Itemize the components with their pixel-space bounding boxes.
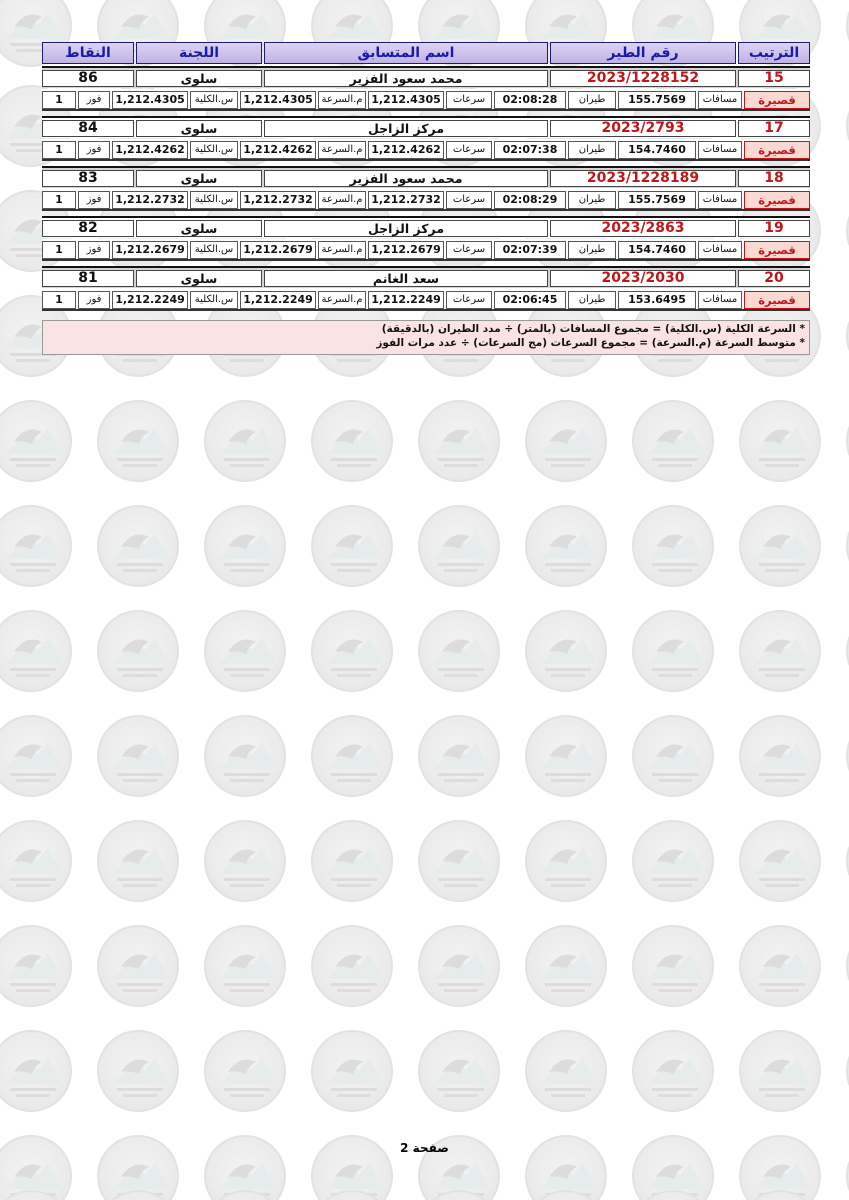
formula-notes xyxy=(42,320,810,355)
result-entry xyxy=(42,116,810,166)
watermark-logo xyxy=(97,925,179,1007)
wins-label: فوز xyxy=(78,141,110,159)
watermark-logo xyxy=(525,610,607,692)
watermark-logo xyxy=(204,1190,286,1200)
result-entry xyxy=(42,216,810,266)
total-speed-value: 1,212.2249 xyxy=(112,291,188,309)
speed-sum-value: 1,212.2679 xyxy=(240,241,316,259)
avg-speed-label: م.السرعة xyxy=(318,291,366,309)
watermark-logo xyxy=(632,1030,714,1112)
distance-value: 155.7569 xyxy=(618,191,696,209)
watermark-logo xyxy=(739,1030,821,1112)
watermark-logo xyxy=(632,715,714,797)
flight-time-value: 02:08:28 xyxy=(494,91,566,109)
category-badge: قصيرة xyxy=(744,241,810,259)
total-speed-label: س.الكلية xyxy=(190,241,238,259)
header-ring-number: رقم الطير xyxy=(550,42,736,64)
contestant-name-cell: سعد الغانم xyxy=(264,270,548,287)
total-speed-label: س.الكلية xyxy=(190,191,238,209)
speed-sum-value: 1,212.4305 xyxy=(240,91,316,109)
wins-label: فوز xyxy=(78,191,110,209)
watermark-logo xyxy=(97,715,179,797)
contestant-name-cell: مركز الزاجل xyxy=(264,120,548,137)
rank-cell: 20 xyxy=(738,270,810,287)
avg-speed-label: م.السرعة xyxy=(318,241,366,259)
watermark-logo xyxy=(632,505,714,587)
contestant-name-cell: محمد سعود الفزير xyxy=(264,170,548,187)
watermark-logo xyxy=(739,505,821,587)
watermark-logo xyxy=(311,610,393,692)
flight-time-value: 02:07:38 xyxy=(494,141,566,159)
header-points: النقاط xyxy=(42,42,134,64)
table-header xyxy=(42,42,810,66)
watermark-logo xyxy=(418,1190,500,1200)
committee-cell: سلوى xyxy=(136,70,262,87)
wins-value: 1 xyxy=(42,291,76,309)
flight-time-value: 02:08:29 xyxy=(494,191,566,209)
ring-number-cell: 2023/1228189 xyxy=(550,170,736,187)
points-cell: 84 xyxy=(42,120,134,137)
total-speed-value: 1,212.2679 xyxy=(112,241,188,259)
wins-label: فوز xyxy=(78,241,110,259)
watermark-logo xyxy=(525,400,607,482)
avg-speed-label: م.السرعة xyxy=(318,141,366,159)
points-cell: 81 xyxy=(42,270,134,287)
speed-sum-value: 1,212.2732 xyxy=(240,191,316,209)
watermark-logo xyxy=(97,1030,179,1112)
avg-speed-label: م.السرعة xyxy=(318,91,366,109)
note-total-speed: * السرعة الكلية (س.الكلية) = مجموع المسافات (بالمتر) ÷ مدد الطيران (بالدقيقة) xyxy=(381,323,805,335)
ring-number-cell: 2023/2863 xyxy=(550,220,736,237)
distance-value: 154.7460 xyxy=(618,141,696,159)
wins-value: 1 xyxy=(42,141,76,159)
header-committee: اللجنة xyxy=(136,42,262,64)
watermark-logo xyxy=(632,400,714,482)
watermark-logo xyxy=(204,400,286,482)
results-rows xyxy=(42,66,810,316)
note-average-speed: * متوسط السرعة (م.السرعة) = مجموع السرعات (مج السرعات) ÷ عدد مرات الفوز xyxy=(376,337,805,349)
committee-cell: سلوى xyxy=(136,170,262,187)
result-detail-row xyxy=(42,239,810,261)
watermark-logo xyxy=(632,820,714,902)
committee-cell: سلوى xyxy=(136,220,262,237)
watermark-logo xyxy=(525,715,607,797)
contestant-name-cell: مركز الزاجل xyxy=(264,220,548,237)
result-detail-row xyxy=(42,289,810,311)
ring-number-cell: 2023/2030 xyxy=(550,270,736,287)
results-table xyxy=(42,42,810,349)
watermark-logo xyxy=(311,1190,393,1200)
distances-label: مسافات xyxy=(698,241,742,259)
watermark-logo xyxy=(739,400,821,482)
wins-label: فوز xyxy=(78,91,110,109)
flight-label: طيران xyxy=(568,91,616,109)
result-main-row xyxy=(42,266,810,288)
watermark-logo xyxy=(525,1190,607,1200)
wins-value: 1 xyxy=(42,91,76,109)
watermark-logo xyxy=(204,1030,286,1112)
watermark-logo xyxy=(739,715,821,797)
avg-speed-value: 1,212.2679 xyxy=(368,241,444,259)
wins-label: فوز xyxy=(78,291,110,309)
points-cell: 86 xyxy=(42,70,134,87)
total-speed-value: 1,212.4305 xyxy=(112,91,188,109)
result-main-row xyxy=(42,116,810,138)
avg-speed-value: 1,212.2732 xyxy=(368,191,444,209)
flight-label: طيران xyxy=(568,141,616,159)
watermark-logo xyxy=(418,925,500,1007)
speed-sum-value: 1,212.4262 xyxy=(240,141,316,159)
watermark-logo xyxy=(97,505,179,587)
result-detail-row xyxy=(42,189,810,211)
category-badge: قصيرة xyxy=(744,191,810,209)
contestant-name-cell: محمد سعود الفزير xyxy=(264,70,548,87)
watermark-logo xyxy=(525,925,607,1007)
committee-cell: سلوى xyxy=(136,120,262,137)
distances-label: مسافات xyxy=(698,191,742,209)
watermark-logo xyxy=(525,1030,607,1112)
speeds-label: سرعات xyxy=(446,191,492,209)
watermark-logo xyxy=(311,925,393,1007)
speeds-label: سرعات xyxy=(446,141,492,159)
watermark-logo xyxy=(632,925,714,1007)
rank-cell: 19 xyxy=(738,220,810,237)
watermark-logo xyxy=(418,400,500,482)
distances-label: مسافات xyxy=(698,291,742,309)
total-speed-value: 1,212.2732 xyxy=(112,191,188,209)
category-badge: قصيرة xyxy=(744,291,810,309)
watermark-logo xyxy=(632,610,714,692)
watermark-logo xyxy=(739,1190,821,1200)
wins-value: 1 xyxy=(42,191,76,209)
watermark-logo xyxy=(632,1190,714,1200)
watermark-logo xyxy=(204,925,286,1007)
rank-cell: 15 xyxy=(738,70,810,87)
watermark-logo xyxy=(204,610,286,692)
result-detail-row xyxy=(42,139,810,161)
avg-speed-value: 1,212.4305 xyxy=(368,91,444,109)
watermark-logo xyxy=(0,610,72,692)
distance-value: 153.6495 xyxy=(618,291,696,309)
avg-speed-value: 1,212.4262 xyxy=(368,141,444,159)
avg-speed-value: 1,212.2249 xyxy=(368,291,444,309)
watermark-logo xyxy=(739,610,821,692)
watermark-logo xyxy=(204,505,286,587)
header-contestant: اسم المتسابق xyxy=(264,42,548,64)
distance-value: 154.7460 xyxy=(618,241,696,259)
flight-label: طيران xyxy=(568,241,616,259)
watermark-logo xyxy=(311,1030,393,1112)
watermark-logo xyxy=(311,505,393,587)
category-badge: قصيرة xyxy=(744,91,810,109)
ring-number-cell: 2023/2793 xyxy=(550,120,736,137)
header-rank: الترتيب xyxy=(738,42,810,64)
watermark-logo xyxy=(97,610,179,692)
speeds-label: سرعات xyxy=(446,291,492,309)
watermark-logo xyxy=(739,820,821,902)
watermark-logo xyxy=(0,400,72,482)
watermark-logo xyxy=(0,1190,72,1200)
result-main-row xyxy=(42,166,810,188)
wins-value: 1 xyxy=(42,241,76,259)
watermark-logo xyxy=(97,1190,179,1200)
total-speed-label: س.الكلية xyxy=(190,141,238,159)
watermark-logo xyxy=(0,715,72,797)
category-badge: قصيرة xyxy=(744,141,810,159)
avg-speed-label: م.السرعة xyxy=(318,191,366,209)
watermark-logo xyxy=(0,925,72,1007)
result-main-row xyxy=(42,216,810,238)
watermark-logo xyxy=(311,400,393,482)
watermark-logo xyxy=(418,715,500,797)
distances-label: مسافات xyxy=(698,141,742,159)
points-cell: 83 xyxy=(42,170,134,187)
distances-label: مسافات xyxy=(698,91,742,109)
committee-cell: سلوى xyxy=(136,270,262,287)
result-main-row xyxy=(42,66,810,88)
rank-cell: 17 xyxy=(738,120,810,137)
result-entry xyxy=(42,166,810,216)
speeds-label: سرعات xyxy=(446,91,492,109)
flight-time-value: 02:06:45 xyxy=(494,291,566,309)
watermark-logo xyxy=(0,505,72,587)
watermark-logo xyxy=(204,820,286,902)
watermark-logo xyxy=(418,820,500,902)
flight-label: طيران xyxy=(568,191,616,209)
ring-number-cell: 2023/1228152 xyxy=(550,70,736,87)
result-entry xyxy=(42,266,810,316)
watermark-logo xyxy=(311,715,393,797)
watermark-logo xyxy=(418,1030,500,1112)
watermark-logo xyxy=(525,820,607,902)
watermark-logo xyxy=(739,925,821,1007)
result-entry xyxy=(42,66,810,116)
page-number: صفحة 2 xyxy=(400,1141,449,1155)
points-cell: 82 xyxy=(42,220,134,237)
flight-label: طيران xyxy=(568,291,616,309)
watermark-logo xyxy=(0,1030,72,1112)
flight-time-value: 02:07:39 xyxy=(494,241,566,259)
rank-cell: 18 xyxy=(738,170,810,187)
watermark-logo xyxy=(311,820,393,902)
speeds-label: سرعات xyxy=(446,241,492,259)
total-speed-label: س.الكلية xyxy=(190,291,238,309)
result-detail-row xyxy=(42,89,810,111)
watermark-logo xyxy=(204,715,286,797)
watermark-logo xyxy=(525,505,607,587)
watermark-logo xyxy=(97,400,179,482)
total-speed-value: 1,212.4262 xyxy=(112,141,188,159)
distance-value: 155.7569 xyxy=(618,91,696,109)
speed-sum-value: 1,212.2249 xyxy=(240,291,316,309)
watermark-logo xyxy=(97,820,179,902)
watermark-logo xyxy=(418,610,500,692)
total-speed-label: س.الكلية xyxy=(190,91,238,109)
watermark-logo xyxy=(418,505,500,587)
watermark-logo xyxy=(0,820,72,902)
